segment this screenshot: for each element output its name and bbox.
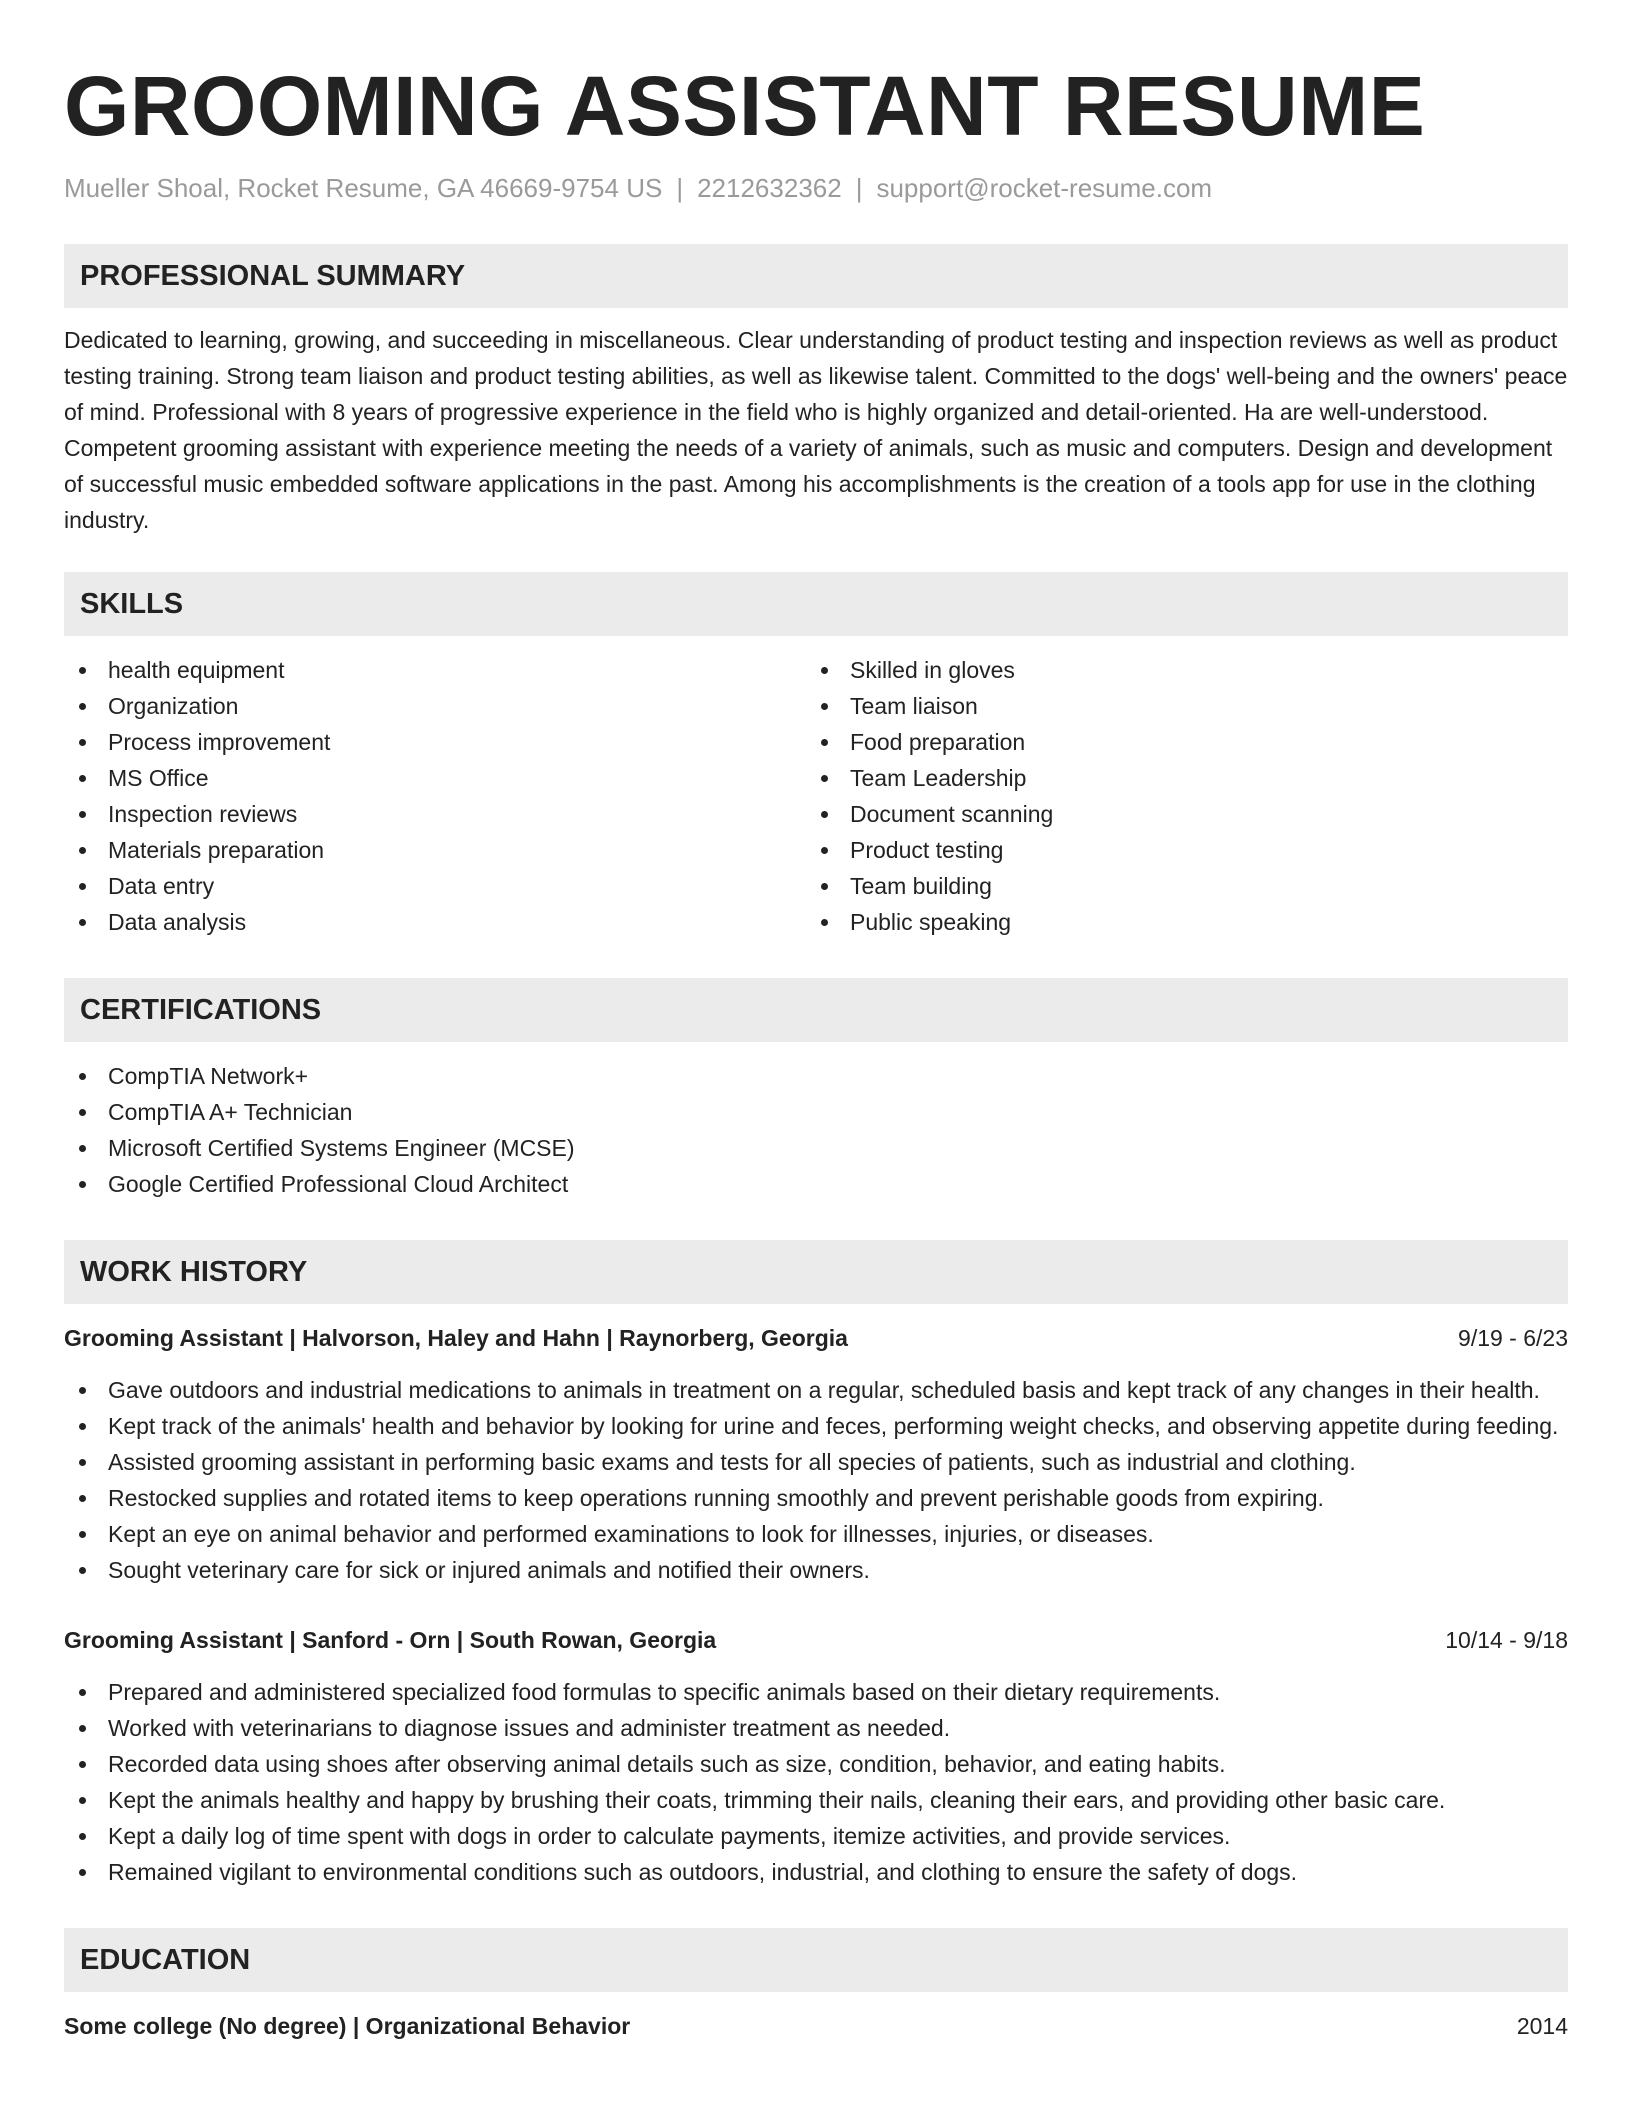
skills-list-right bbox=[806, 652, 1548, 940]
skill-item: Materials preparation bbox=[64, 832, 806, 868]
contact-separator: | bbox=[676, 173, 684, 203]
skill-item: Public speaking bbox=[806, 904, 1548, 940]
job-header bbox=[64, 1622, 1568, 1658]
skill-item: Team liaison bbox=[806, 688, 1548, 724]
contact-line bbox=[64, 170, 1568, 206]
job-bullet: Assisted grooming assistant in performing basic exams and tests for all species of patients, such as industrial and clothing. bbox=[64, 1444, 1568, 1480]
skill-item: Skilled in gloves bbox=[806, 652, 1548, 688]
job-dates: 9/19 - 6/23 bbox=[1458, 1325, 1568, 1351]
summary-heading: PROFESSIONAL SUMMARY bbox=[64, 244, 1568, 308]
job-bullets bbox=[64, 1674, 1568, 1890]
job-bullet: Prepared and administered specialized food formulas to specific animals based on their dietary requirements. bbox=[64, 1674, 1568, 1710]
job-bullets bbox=[64, 1372, 1568, 1588]
resume-title: GROOMING ASSISTANT RESUME bbox=[64, 59, 1426, 153]
certification-item: CompTIA A+ Technician bbox=[64, 1094, 1568, 1130]
certifications-section bbox=[64, 978, 1568, 1202]
skill-item: MS Office bbox=[64, 760, 806, 796]
job-bullet: Recorded data using shoes after observing animal details such as size, condition, behavior, and eating habits. bbox=[64, 1746, 1568, 1782]
certification-item: Microsoft Certified Systems Engineer (MCSE) bbox=[64, 1130, 1568, 1166]
skills-grid bbox=[64, 652, 1568, 940]
contact-separator: | bbox=[855, 173, 863, 203]
skill-item: Data entry bbox=[64, 868, 806, 904]
job-entry bbox=[64, 1622, 1568, 1890]
job-bullet: Kept track of the animals' health and behavior by looking for urine and feces, performing weight checks, and observing appetite during feeding. bbox=[64, 1408, 1568, 1444]
work-heading: WORK HISTORY bbox=[64, 1240, 1568, 1304]
skills-section bbox=[64, 572, 1568, 940]
contact-address: Mueller Shoal, Rocket Resume, GA 46669-9754 US bbox=[64, 173, 663, 203]
skill-item: Organization bbox=[64, 688, 806, 724]
certification-item: Google Certified Professional Cloud Architect bbox=[64, 1166, 1568, 1202]
education-heading: EDUCATION bbox=[64, 1928, 1568, 1992]
skill-item: health equipment bbox=[64, 652, 806, 688]
job-dates: 10/14 - 9/18 bbox=[1445, 1627, 1568, 1653]
job-bullet: Gave outdoors and industrial medications to animals in treatment on a regular, scheduled basis and kept track of any changes in their health. bbox=[64, 1372, 1568, 1408]
education-title: Some college (No degree) | Organizational Behavior bbox=[64, 2013, 631, 2039]
education-entry bbox=[64, 2008, 1568, 2044]
job-bullet: Kept an eye on animal behavior and performed examinations to look for illnesses, injuries, or diseases. bbox=[64, 1516, 1568, 1552]
job-bullet: Worked with veterinarians to diagnose issues and administer treatment as needed. bbox=[64, 1710, 1568, 1746]
summary-text: Dedicated to learning, growing, and succeeding in miscellaneous. Clear understanding of product testing and inspection reviews as well as product testing training. Strong team liaison and product testing abilities, as well as likewise talent. Committed to the dogs' well-being and the owners' peace of mind. Professional with 8 years of progressive experience in the field who is highly organized and detail-oriented. Ha are well-understood. Competent grooming assistant with experience meeting the needs of a variety of animals, such as music and computers. Design and development of successful music embedded software applications in the past. Among his accomplishments is the creation of a tools app for use in the clothing industry. bbox=[64, 327, 1568, 533]
certifications-list bbox=[64, 1058, 1568, 1202]
skill-item: Food preparation bbox=[806, 724, 1548, 760]
contact-email: support@rocket-resume.com bbox=[876, 173, 1213, 203]
skill-item: Inspection reviews bbox=[64, 796, 806, 832]
skills-heading: SKILLS bbox=[64, 572, 1568, 636]
skill-item: Team Leadership bbox=[806, 760, 1548, 796]
skills-list-left bbox=[64, 652, 806, 940]
job-bullet: Remained vigilant to environmental conditions such as outdoors, industrial, and clothing to ensure the safety of dogs. bbox=[64, 1854, 1568, 1890]
job-bullet: Restocked supplies and rotated items to keep operations running smoothly and prevent perishable goods from expiring. bbox=[64, 1480, 1568, 1516]
skill-item: Data analysis bbox=[64, 904, 806, 940]
education-year: 2014 bbox=[1516, 2013, 1568, 2039]
job-header bbox=[64, 1320, 1568, 1356]
job-title: Grooming Assistant | Halvorson, Haley and Hahn | Raynorberg, Georgia bbox=[64, 1325, 848, 1351]
certifications-heading: CERTIFICATIONS bbox=[64, 978, 1568, 1042]
summary-section bbox=[64, 244, 1568, 538]
job-bullet: Sought veterinary care for sick or injured animals and notified their owners. bbox=[64, 1552, 1568, 1588]
work-section bbox=[64, 1240, 1568, 1890]
certification-item: CompTIA Network+ bbox=[64, 1058, 1568, 1094]
job-bullet: Kept a daily log of time spent with dogs in order to calculate payments, itemize activities, and provide services. bbox=[64, 1818, 1568, 1854]
job-entry bbox=[64, 1320, 1568, 1588]
resume-page bbox=[64, 56, 1568, 2044]
skill-item: Process improvement bbox=[64, 724, 806, 760]
job-title: Grooming Assistant | Sanford - Orn | South Rowan, Georgia bbox=[64, 1627, 717, 1653]
skill-item: Team building bbox=[806, 868, 1548, 904]
skill-item: Product testing bbox=[806, 832, 1548, 868]
contact-phone: 2212632362 bbox=[697, 173, 842, 203]
education-section bbox=[64, 1928, 1568, 2044]
skill-item: Document scanning bbox=[806, 796, 1548, 832]
job-bullet: Kept the animals healthy and happy by brushing their coats, trimming their nails, cleaning their ears, and providing other basic care. bbox=[64, 1782, 1568, 1818]
